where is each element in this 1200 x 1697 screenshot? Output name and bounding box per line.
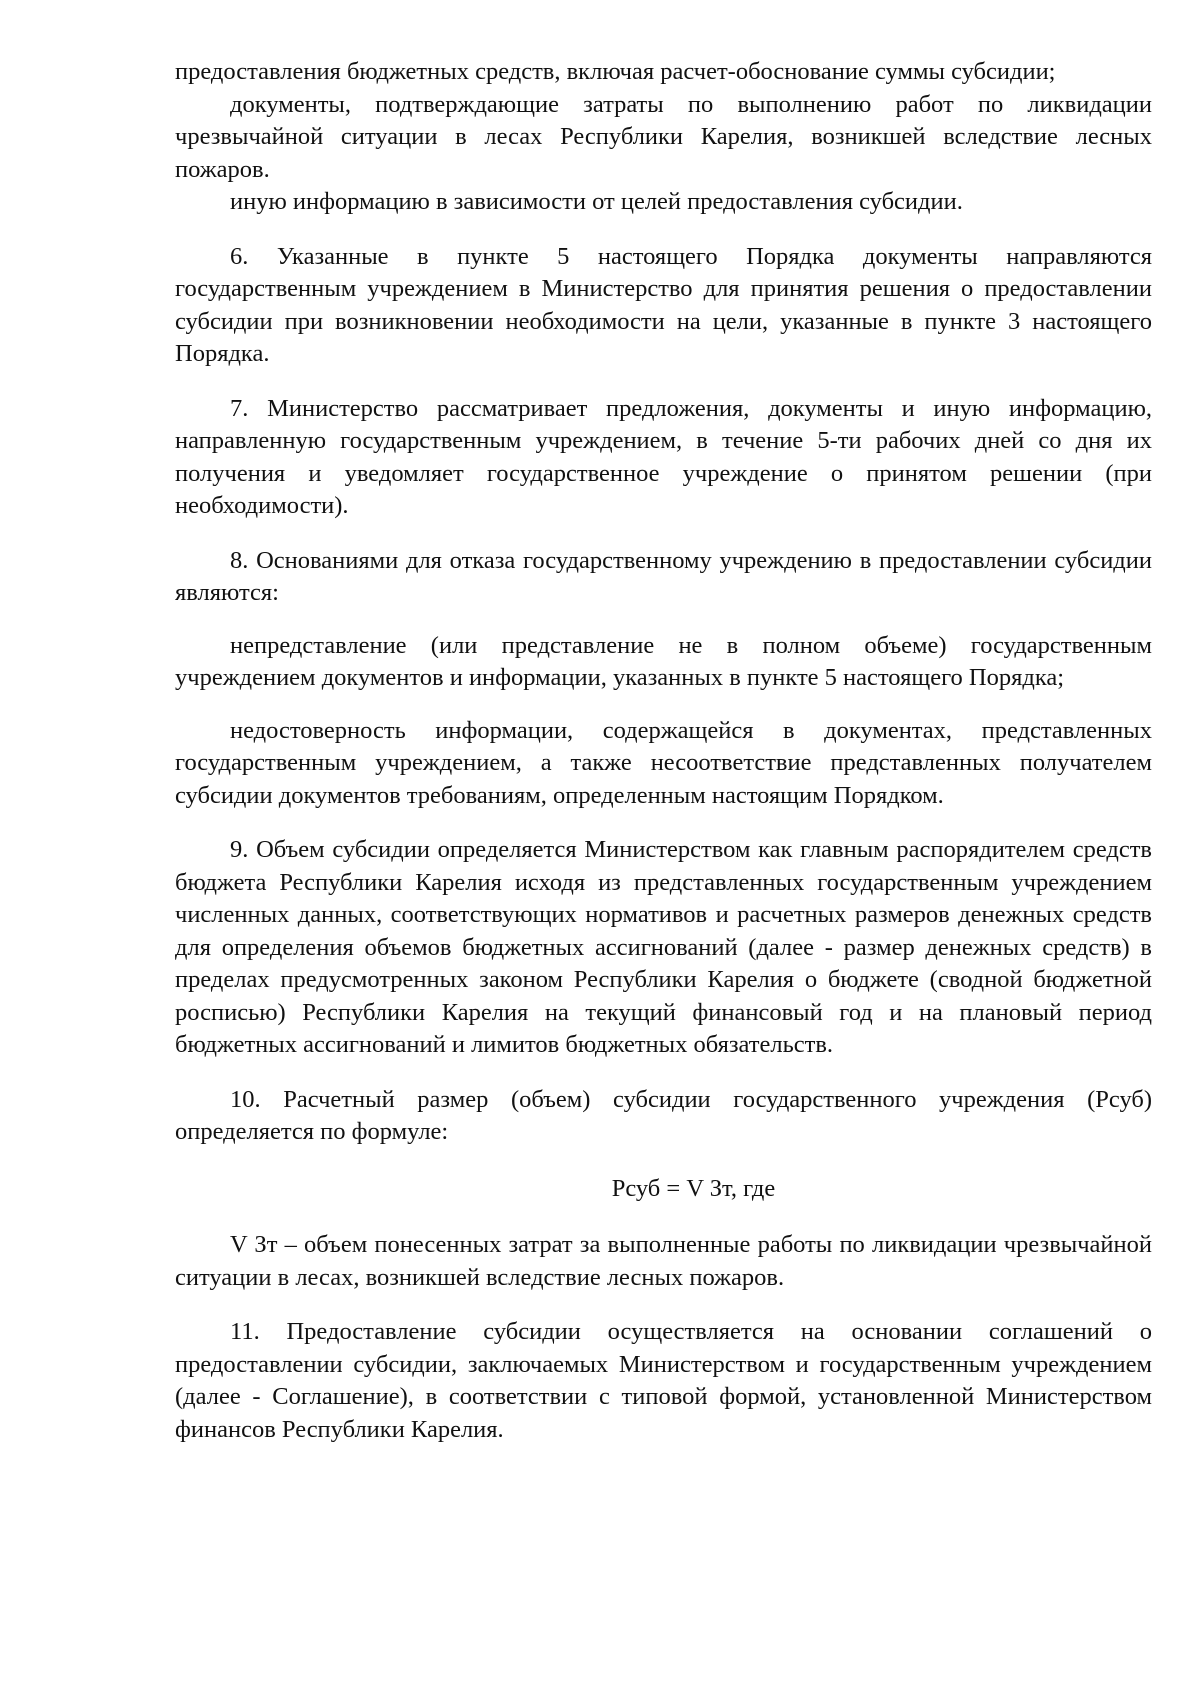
paragraph-other-info: иную информацию в зависимости от целей предоставления субсидии. <box>230 188 963 215</box>
paragraph-item-6: 6. Указанные в пункте 5 настоящего Порядка документы направляются государственным учреждением в Министерство для принятия решения о предоставлении субсидии при возникновении необходимости на цели, указанные в пункте 3 настоящего Порядка. <box>175 242 1152 367</box>
paragraph-continuation: предоставления бюджетных средств, включая расчет-обоснование суммы субсидии; <box>175 58 1056 85</box>
paragraph-item-11: 11. Предоставление субсидии осуществляется на основании соглашений о предоставлении субсидии, заключаемых Министерством и государственным учреждением (далее - Соглашение), в соответствии с типовой формой, установленной Министерством финансов Республики Карелия. <box>175 1318 1152 1443</box>
paragraph-documents-costs: документы, подтверждающие затраты по выполнению работ по ликвидации чрезвычайной ситуации в лесах Республики Карелия, возникшей вследствие лесных пожаров. <box>175 90 1152 183</box>
paragraph-refusal-reason-2: недостоверность информации, содержащейся в документах, представленных государственным учреждением, а также несоответствие представленных получателем субсидии документов требованиям, определенным настоящим Порядком. <box>175 716 1152 809</box>
paragraph-refusal-reason-1: непредставление (или представление не в полном объеме) государственным учреждением документов и информации, указанных в пункте 5 настоящего Порядка; <box>175 631 1152 691</box>
paragraph-formula-legend: V Зт – объем понесенных затрат за выполненные работы по ликвидации чрезвычайной ситуации в лесах, возникшей вследствие лесных пожаров. <box>175 1231 1152 1291</box>
paragraph-item-10: 10. Расчетный размер (объем) субсидии государственного учреждения (Рсуб) определяется по формуле: <box>175 1085 1152 1145</box>
paragraph-item-8: 8. Основаниями для отказа государственному учреждению в предоставлении субсидии являются: <box>175 546 1152 606</box>
paragraph-item-7: 7. Министерство рассматривает предложения, документы и иную информацию, направленную государственным учреждением, в течение 5-ти рабочих дней со дня их получения и уведомляет государственное учреждение о принятом решении (при необходимости). <box>175 394 1152 519</box>
paragraph-item-9: 9. Объем субсидии определяется Министерством как главным распорядителем средств бюджета Республики Карелия исходя из представленных государственным учреждением численных данных, соответствующих нормативов и расчетных размеров денежных средств для определения объемов бюджетных ассигнований (далее - размер денежных средств) в пределах предусмотренных законом Республики Карелия о бюджете (сводной бюджетной росписью) Республики Карелия на текущий финансовый год и на плановый период бюджетных ассигнований и лимитов бюджетных обязательств. <box>175 836 1152 1058</box>
formula: Рсуб = V Зт, где <box>611 1174 776 1202</box>
